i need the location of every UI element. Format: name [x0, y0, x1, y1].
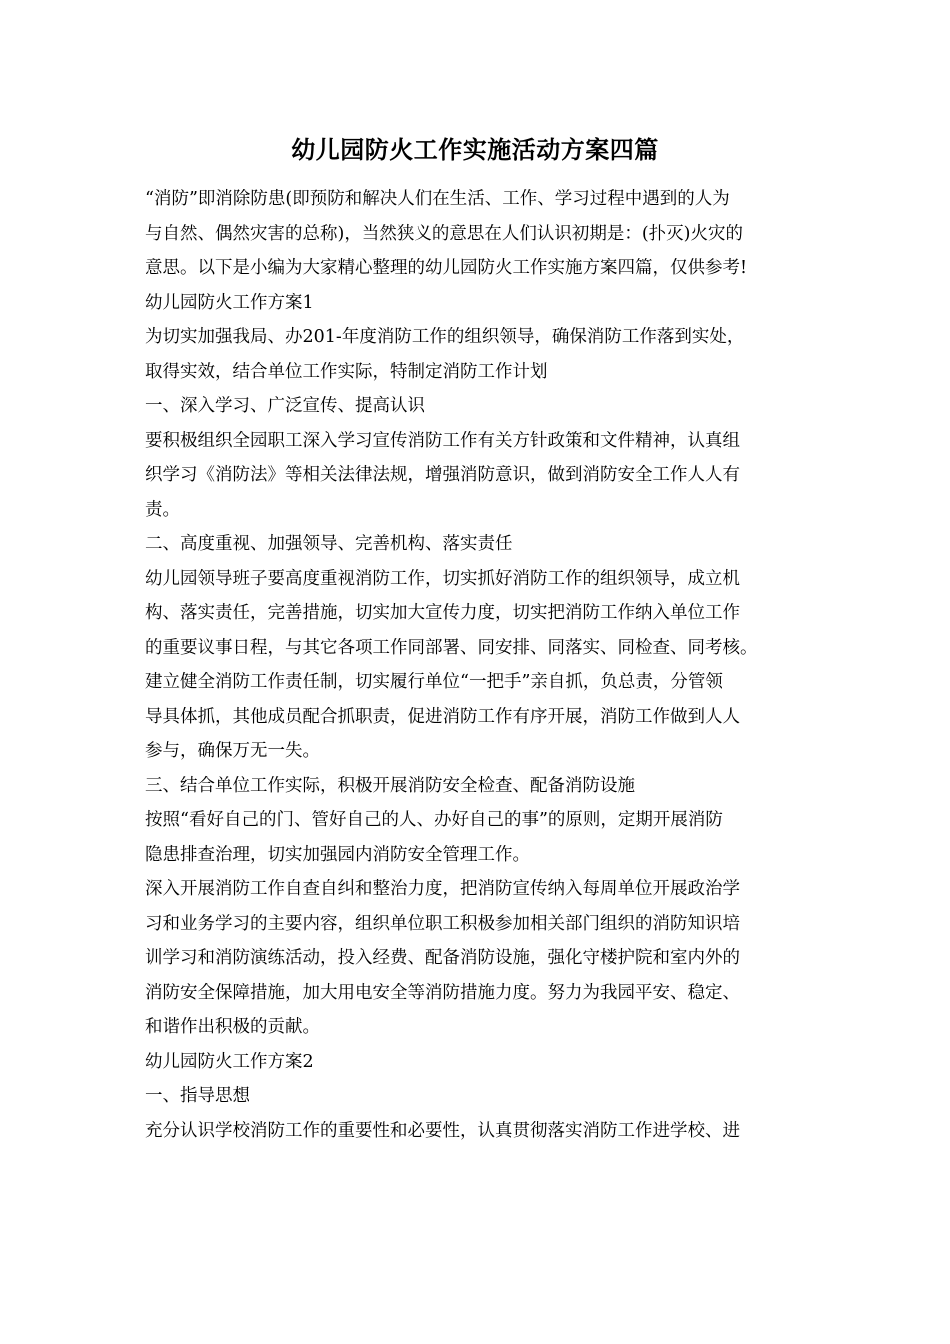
body-line: 为切实加强我局、办201-年度消防工作的组织领导，确保消防工作落到实处，	[145, 327, 745, 347]
body-line: 深入开展消防工作自查自纠和整治力度，把消防宣传纳入每周单位开展政治学	[145, 879, 740, 899]
body-line: 要积极组织全园职工深入学习宣传消防工作有关方针政策和文件精神，认真组	[145, 430, 740, 451]
body-line: 隐患排查治理，切实加强园内消防安全管理工作。	[145, 844, 530, 865]
section-heading: 一、指导思想	[145, 1086, 250, 1106]
body-line: 按照“看好自己的门、管好自己的人、办好自己的事”的原则，定期开展消防	[145, 810, 723, 830]
body-line: 意思。以下是小编为大家精心整理的幼儿园防火工作实施方案四篇，仅供参考!	[145, 258, 748, 278]
body-line: 幼儿园领导班子要高度重视消防工作，切实抓好消防工作的组织领导，成立机	[145, 568, 740, 589]
body-line: 消防安全保障措施，加大用电安全等消防措施力度。努力为我园平安、稳定、	[145, 982, 740, 1003]
body-line: 导具体抓，其他成员配合抓职责，促进消防工作有序开展，消防工作做到人人	[145, 706, 740, 727]
body-line: 与自然、偶然灾害的总称)，当然狭义的意思在人们认识初期是：(扑灭)火灾的	[145, 223, 743, 244]
body-line: 责。	[145, 499, 180, 520]
body-line: 训学习和消防演练活动，投入经费、配备消防设施，强化守楼护院和室内外的	[145, 948, 740, 968]
body-line: “消防”即消除防患(即预防和解决人们在生活、工作、学习过程中遇到的人为	[145, 189, 730, 209]
body-line: 充分认识学校消防工作的重要性和必要性，认真贯彻落实消防工作进学校、进	[145, 1120, 740, 1141]
section-heading: 二、高度重视、加强领导、完善机构、落实责任	[145, 534, 513, 554]
body-line: 构、落实责任，完善措施，切实加大宣传力度，切实把消防工作纳入单位工作	[145, 603, 740, 623]
body-line: 取得实效，结合单位工作实际，特制定消防工作计划	[145, 361, 548, 382]
section-heading: 幼儿园防火工作方案2	[145, 1051, 314, 1072]
body-line: 织学习《消防法》等相关法律法规，增强消防意识，做到消防安全工作人人有	[145, 465, 740, 485]
body-line: 习和业务学习的主要内容，组织单位职工积极参加相关部门组织的消防知识培	[145, 913, 740, 934]
section-heading: 幼儿园防火工作方案1	[145, 292, 314, 313]
body-line: 参与，确保万无一失。	[145, 741, 320, 761]
section-heading: 三、结合单位工作实际，积极开展消防安全检查、配备消防设施	[145, 775, 635, 796]
section-heading: 一、深入学习、广泛宣传、提高认识	[145, 396, 425, 416]
body-line: 的重要议事日程，与其它各项工作同部署、同安排、同落实、同检查、同考核。	[145, 637, 758, 658]
body-line: 建立健全消防工作责任制，切实履行单位“一把手”亲自抓，负总责，分管领	[145, 672, 723, 692]
document-body	[145, 182, 815, 1148]
body-line: 和谐作出积极的贡献。	[145, 1017, 320, 1037]
document-title: 幼儿园防火工作实施活动方案四篇	[291, 135, 659, 164]
